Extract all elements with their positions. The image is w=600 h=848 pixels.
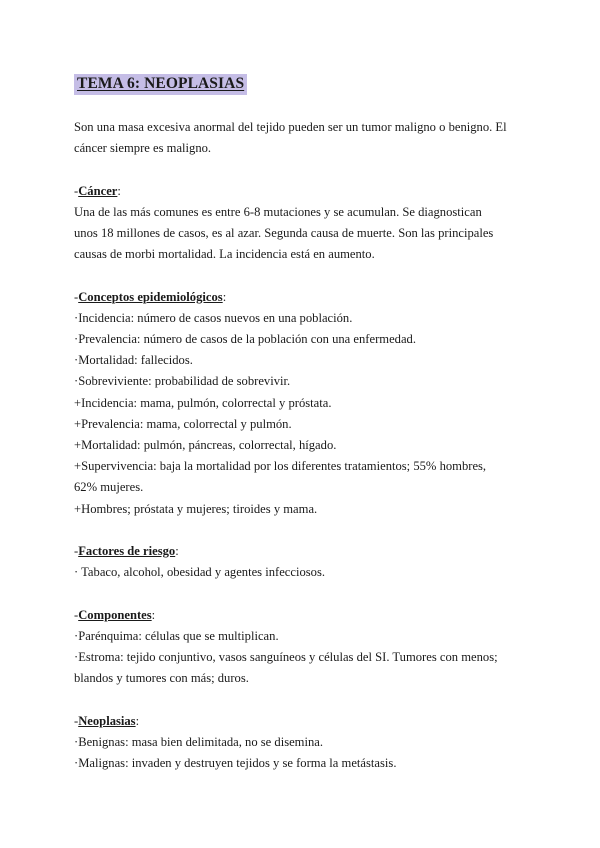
section-line: unos 18 millones de casos, es al azar. Segunda causa de muerte. Son las principales: [74, 226, 494, 240]
heading-prefix: -: [74, 713, 79, 728]
section-line: ·Sobreviviente: probabilidad de sobrevivir.: [74, 374, 291, 389]
section-line: ·Malignas: invaden y destruyen tejidos y se forma la metástasis.: [74, 756, 397, 771]
section-line: 62% mujeres.: [74, 480, 144, 495]
section-factores-de-riesgo: [74, 541, 544, 583]
section-line: · Tabaco, alcohol, obesidad y agentes infecciosos.: [74, 565, 326, 580]
section-line: +Prevalencia: mama, colorrectal y pulmón.: [74, 416, 292, 431]
section-neoplasias: [74, 711, 544, 775]
spacer: [74, 689, 544, 710]
section-conceptos-epidemiologicos: [74, 287, 544, 520]
heading-suffix: :: [151, 607, 156, 622]
heading-text: Neoplasias: [78, 713, 136, 728]
spacer: [74, 583, 544, 604]
section-line: blandos y tumores con más; duros.: [74, 671, 249, 686]
heading-suffix: :: [175, 544, 179, 559]
heading-prefix: -: [74, 183, 79, 198]
section-heading: [74, 541, 544, 562]
section-line: causas de morbi mortalidad. La incidencia está en aumento.: [74, 247, 375, 262]
section-cancer: [74, 181, 544, 266]
section-line: +Supervivencia: baja la mortalidad por los diferentes tratamientos; 55% hombres,: [74, 459, 487, 474]
heading-prefix: -: [74, 289, 79, 304]
spacer: [74, 265, 544, 286]
heading-text: Componentes: [78, 607, 152, 622]
page-title: TEMA 6: NEOPLASIAS: [74, 74, 247, 95]
section-line: ·Prevalencia: número de casos de la población con una enfermedad.: [74, 332, 416, 346]
section-line: ·Parénquima: células que se multiplican.: [74, 628, 279, 643]
heading-text: Factores de riesgo: [78, 544, 176, 559]
intro-line: Son una masa excesiva anormal del tejido pueden ser un tumor maligno o benigno. El: [74, 120, 507, 134]
heading-text: Conceptos epidemiológicos: [78, 289, 223, 304]
intro-paragraph: [74, 117, 544, 159]
section-heading: [74, 287, 544, 308]
heading-prefix: -: [74, 544, 79, 559]
section-line: Una de las más comunes es entre 6-8 mutaciones y se acumulan. Se diagnostican: [74, 204, 482, 219]
section-line: ·Mortalidad: fallecidos.: [74, 353, 193, 368]
heading-suffix: :: [222, 289, 227, 304]
section-line: +Hombres; próstata y mujeres; tiroides y mama.: [74, 501, 318, 516]
section-line: +Mortalidad: pulmón, páncreas, colorrectal, hígado.: [74, 438, 337, 453]
heading-suffix: :: [117, 183, 121, 198]
heading-prefix: -: [74, 607, 79, 622]
section-line: ·Benignas: masa bien delimitada, no se disemina.: [74, 734, 324, 749]
section-line: ·Incidencia: número de casos nuevos en una población.: [74, 310, 353, 325]
document-body: [74, 117, 544, 774]
spacer: [74, 159, 544, 180]
section-heading: [74, 605, 544, 626]
heading-text: Cáncer: [78, 183, 118, 198]
heading-suffix: :: [135, 713, 140, 728]
intro-line: cáncer siempre es maligno.: [74, 141, 212, 156]
spacer: [74, 520, 544, 541]
section-line: ·Estroma: tejido conjuntivo, vasos sanguíneos y células del SI. Tumores con menos;: [74, 650, 498, 665]
section-line: +Incidencia: mama, pulmón, colorrectal y próstata.: [74, 395, 332, 410]
section-componentes: [74, 605, 544, 690]
section-heading: [74, 181, 544, 202]
section-heading: [74, 711, 544, 732]
